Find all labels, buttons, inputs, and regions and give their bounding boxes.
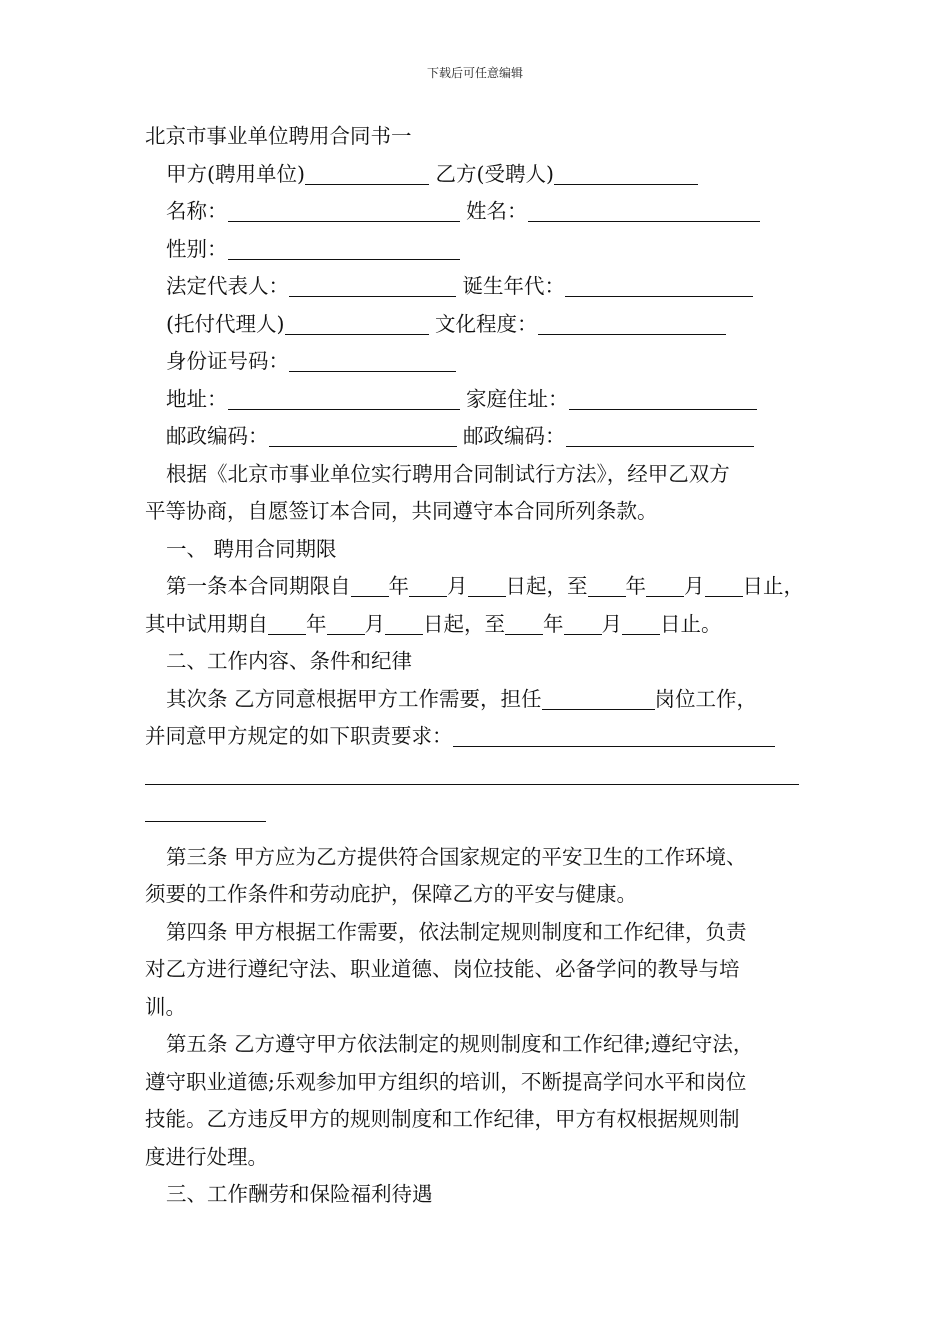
intro-line-2: 平等协商，自愿签订本合同，共同遵守本合同所列条款。 [145,499,658,523]
document-title: 北京市事业单位聘用合同书一 [145,124,412,148]
article-2-line-1 [145,681,825,719]
article-5-line-1: 第五条 乙方遵守甲方依法制定的规则制度和工作纪律;遵纪守法， [166,1032,754,1056]
party-b-blank[interactable] [554,159,698,185]
address-row [145,381,825,419]
address-blank[interactable] [228,384,460,410]
article-1-line-2 [145,606,825,644]
start-month-blank[interactable] [409,571,447,597]
duties-blank-3[interactable] [145,796,266,822]
year-label: 年 [306,611,327,636]
article-2-text-2: 岗位工作， [654,686,758,711]
address-label: 地址： [166,386,228,411]
id-row [145,343,825,381]
gender-label: 性别： [166,236,228,261]
education-label: 文化程度： [435,311,538,336]
article-2-line-4 [145,793,825,831]
section-3-heading: 三、工作酬劳和保险福利待遇 [166,1182,433,1206]
gender-row [145,231,825,269]
postcode-a-blank[interactable] [269,421,457,447]
education-blank[interactable] [538,309,726,335]
person-name-blank[interactable] [528,196,760,222]
agent-blank[interactable] [285,309,429,335]
person-name-label: 姓名： [466,199,528,223]
probation-end-year-blank[interactable] [505,609,543,635]
party-a-label: 甲方(聘用单位) [166,161,305,186]
article-5-line-2: 遵守职业道德;乐观参加甲方组织的培训，不断提高学问水平和岗位 [145,1069,747,1094]
name-row [145,193,825,231]
article-4-line-1: 第四条 甲方根据工作需要，依法制定规则制度和工作纪律，负责 [166,919,747,944]
probation-start-month-blank[interactable] [327,609,365,635]
probation-text: 其中试用期自 [145,611,268,636]
legal-rep-label: 法定代表人： [166,274,289,298]
end-month-blank[interactable] [646,571,684,597]
article-4-line-3: 训。 [145,994,186,1019]
postcode-row [145,418,825,456]
start-year-blank[interactable] [351,571,389,597]
postcode-b-label: 邮政编码： [463,424,566,448]
article-1-line-1 [145,568,825,606]
year-label: 年 [543,611,564,636]
year-label: 年 [388,574,409,598]
probation-end-day-blank[interactable] [622,609,660,635]
month-label: 月 [601,611,622,636]
agent-row [145,306,825,344]
day-to-label: 日止。 [660,611,722,636]
position-blank[interactable] [542,684,655,710]
legal-rep-blank[interactable] [289,271,456,297]
article-3-line-2: 须要的工作条件和劳动庇护，保障乙方的平安与健康。 [145,882,637,906]
month-label: 月 [364,611,385,636]
year-label: 年 [625,574,646,598]
duties-blank-1[interactable] [453,721,775,747]
probation-end-month-blank[interactable] [564,609,602,635]
start-day-blank[interactable] [468,571,506,597]
party-b-label: 乙方(受聘人) [435,161,555,186]
article-2-text: 其次条 乙方同意根据甲方工作需要，担任 [166,686,542,711]
postcode-a-label: 邮政编码： [166,424,269,448]
home-address-blank[interactable] [569,384,757,410]
day-from-label: 日起，至 [423,611,505,636]
article-3-line-1: 第三条 甲方应为乙方提供符合国家规定的平安卫生的工作环境、 [166,844,747,869]
end-year-blank[interactable] [588,571,626,597]
duties-label: 并同意甲方规定的如下职责要求： [145,724,453,748]
article-2-line-2 [145,718,825,756]
org-name-blank[interactable] [228,196,460,222]
parties-row [145,156,825,194]
section-2-heading: 二、工作内容、条件和纪律 [166,649,412,673]
article-5-line-3: 技能。乙方违反甲方的规则制度和工作纪律，甲方有权根据规则制 [145,1107,740,1131]
day-from-label: 日起，至 [505,574,588,598]
contract-body [145,118,825,1214]
party-a-blank[interactable] [305,159,429,185]
section-1-heading: 一、 聘用合同期限 [166,536,337,561]
article-4-line-2: 对乙方进行遵纪守法、职业道德、岗位技能、必备学问的教导与培 [145,957,740,981]
month-label: 月 [684,574,705,598]
end-day-blank[interactable] [705,571,743,597]
gender-blank[interactable] [228,234,460,260]
postcode-b-blank[interactable] [566,421,754,447]
probation-start-day-blank[interactable] [385,609,423,635]
id-label: 身份证号码： [166,349,289,373]
month-label: 月 [447,574,468,598]
birth-label: 诞生年代： [462,274,566,298]
intro-line-1: 根据《北京市事业单位实行聘用合同制试行方法》，经甲乙双方 [166,461,730,486]
home-address-label: 家庭住址： [466,386,569,411]
article-2-line-3 [145,756,825,794]
id-blank[interactable] [289,346,456,372]
birth-blank[interactable] [565,271,753,297]
probation-start-year-blank[interactable] [268,609,306,635]
duties-blank-2[interactable] [145,759,799,785]
page-header: 下载后可任意编辑 [426,66,523,80]
org-name-label: 名称： [166,199,228,223]
agent-label: (托付代理人) [166,311,285,336]
day-to-label: 日止， [742,574,804,598]
article-5-line-4: 度进行处理。 [145,1144,268,1169]
spacer [145,831,825,839]
article-1-text: 第一条本合同期限自 [166,574,351,598]
legal-rep-row [145,268,825,306]
